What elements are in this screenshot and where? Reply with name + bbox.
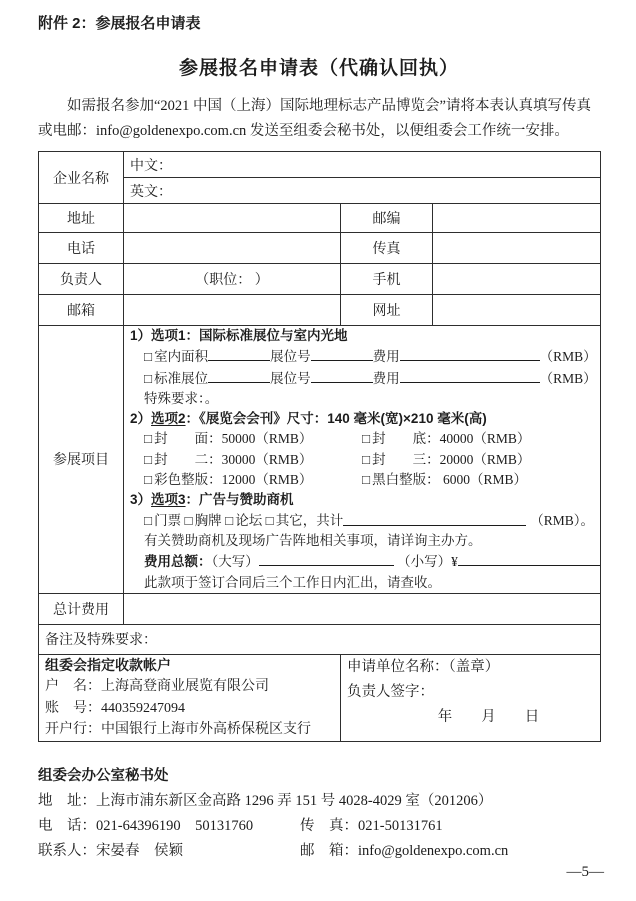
checkbox-cover-three-icon[interactable]: □ bbox=[362, 451, 371, 467]
english-label: 英文： bbox=[130, 184, 172, 200]
option3-checkbox-line bbox=[130, 511, 594, 531]
secretariat-heading: 组委会办公室秘书处 bbox=[38, 767, 169, 784]
xiaoxie-label: （小写）¥ bbox=[397, 554, 458, 570]
secretariat-fax: 传 真：021-50131761 bbox=[300, 817, 443, 834]
position-placeholder: （职位： ） bbox=[195, 273, 269, 288]
standard-booth-label: 标准展位 bbox=[154, 370, 209, 386]
postcode-field[interactable] bbox=[433, 204, 601, 233]
remarks-label: 备注及特殊要求： bbox=[45, 633, 157, 649]
company-name-label: 企业名称 bbox=[39, 152, 124, 204]
checkbox-standard-booth-icon[interactable]: □ bbox=[144, 370, 153, 386]
attachment-title: 附件 2：参展报名申请表 bbox=[38, 15, 201, 32]
fax-label: 传真 bbox=[341, 233, 433, 264]
bank-account-cell bbox=[39, 654, 341, 741]
sponsor-rmb-label: （RMB）。 bbox=[530, 512, 595, 528]
indoor-fee-blank[interactable] bbox=[400, 346, 540, 361]
checkbox-indoor-area-icon[interactable]: □ bbox=[144, 349, 153, 365]
intro-paragraph: 如需报名参加“2021 中国（上海）国际地理标志产品博览会”请将本表认真填写传真或电邮：info@goldenexpo.com.cn 发送至组委会秘书处，以便组委会工作统一安排。 bbox=[38, 98, 591, 139]
mobile-field[interactable] bbox=[433, 264, 601, 295]
indoor-area-label: 室内面积 bbox=[154, 349, 209, 365]
exhibition-items-label: 参展项目 bbox=[39, 326, 124, 594]
remarks-field[interactable] bbox=[39, 624, 601, 654]
postcode-label: 邮编 bbox=[341, 204, 433, 233]
payment-note-line: 此款项于签订合同后三个工作日内汇出，请查收。 bbox=[144, 574, 441, 590]
checkbox-badge-icon[interactable]: □ bbox=[184, 512, 193, 528]
sponsor-item: □ 论坛 bbox=[225, 512, 263, 528]
secretariat-phone: 电 话：021-64396190 50131760 bbox=[38, 817, 254, 834]
journal-item: □ 封 二：30000（RMB） bbox=[144, 451, 313, 467]
journal-row-3 bbox=[130, 470, 594, 490]
checkbox-bw-page-icon[interactable]: □ bbox=[362, 472, 371, 488]
bank-account-heading: 组委会指定收款帐户 bbox=[45, 656, 171, 673]
secretariat-email: 邮 箱：info@goldenexpo.com.cn bbox=[300, 842, 509, 859]
chinese-label: 中文： bbox=[130, 158, 172, 174]
journal-row-1 bbox=[130, 429, 594, 449]
applicant-unit-label[interactable]: 申请单位名称：（盖章） bbox=[347, 658, 500, 675]
main-title: 参展报名申请表（代确认回执） bbox=[178, 58, 459, 79]
booth-no-label-2: 展位号 bbox=[270, 370, 311, 386]
standard-booth-no-blank[interactable] bbox=[311, 368, 373, 383]
manager-label: 负责人 bbox=[39, 264, 124, 295]
checkbox-cover-two-icon[interactable]: □ bbox=[144, 451, 153, 467]
amount-words-blank[interactable] bbox=[259, 551, 394, 566]
applicant-signature-label[interactable]: 负责人签字： bbox=[347, 683, 434, 700]
bank-account-name: 户 名：上海高登商业展览有限公司 bbox=[45, 679, 269, 695]
bank-branch: 开户行：中国银行上海市外高桥保税区支行 bbox=[45, 722, 311, 738]
address-field[interactable] bbox=[124, 204, 341, 233]
journal-item: □ 封 面：50000（RMB） bbox=[144, 431, 313, 447]
footer-contact-block bbox=[38, 764, 600, 864]
sponsor-item: □ 胸牌 bbox=[184, 512, 222, 528]
rmb-label: （RMB） bbox=[539, 349, 597, 365]
email-label: 邮箱 bbox=[39, 295, 124, 326]
phone-field[interactable] bbox=[124, 233, 341, 264]
mobile-label: 手机 bbox=[341, 264, 433, 295]
website-label: 网址 bbox=[341, 295, 433, 326]
page-number: —5— bbox=[566, 864, 604, 880]
amount-figures-blank[interactable] bbox=[458, 551, 601, 566]
company-name-english-field[interactable] bbox=[124, 178, 601, 204]
checkbox-ticket-icon[interactable]: □ bbox=[144, 512, 153, 528]
website-field[interactable] bbox=[433, 295, 601, 326]
total-fee-label: 总计费用 bbox=[39, 593, 124, 624]
indoor-booth-no-blank[interactable] bbox=[311, 346, 373, 361]
checkbox-forum-icon[interactable]: □ bbox=[225, 512, 234, 528]
checkbox-color-page-icon[interactable]: □ bbox=[144, 472, 153, 488]
journal-item: □ 彩色整版：12000（RMB） bbox=[144, 472, 313, 488]
total-amount-line bbox=[130, 551, 594, 572]
company-name-chinese-field[interactable] bbox=[124, 152, 601, 178]
standard-fee-blank[interactable] bbox=[400, 368, 540, 383]
applicant-cell bbox=[341, 654, 601, 741]
sponsor-item: □ 门票 bbox=[144, 512, 182, 528]
sponsor-total-blank[interactable] bbox=[343, 511, 526, 526]
option1-standard-row bbox=[130, 368, 597, 389]
sponsor-note-line: 有关赞助商机及现场广告阵地相关事项，请详询主办方。 bbox=[144, 532, 482, 548]
bank-account-number: 账 号：440359247094 bbox=[45, 700, 185, 716]
total-fee-field[interactable] bbox=[124, 593, 601, 624]
exhibition-items-cell bbox=[124, 326, 601, 594]
checkbox-cover-back-icon[interactable]: □ bbox=[362, 431, 371, 447]
booth-no-label: 展位号 bbox=[270, 349, 311, 365]
checkbox-cover-front-icon[interactable]: □ bbox=[144, 431, 153, 447]
option3-heading: 3）选项3：广告与赞助商机 bbox=[130, 492, 294, 508]
special-requirements-line[interactable]: 特殊要求：。 bbox=[144, 390, 219, 406]
secretariat-contacts: 联系人：宋晏春 侯颖 bbox=[38, 842, 183, 859]
option1-indoor-row bbox=[130, 346, 597, 367]
option2-heading: 2）选项2：《展览会会刊》尺寸：140 毫米(宽)×210 毫米(高) bbox=[130, 411, 487, 427]
sponsor-item: □ 其它，共计 bbox=[265, 512, 344, 528]
secretariat-address-line bbox=[38, 789, 600, 814]
manager-field[interactable] bbox=[124, 264, 341, 295]
address-label: 地址 bbox=[39, 204, 124, 233]
secretariat-contacts-line bbox=[38, 839, 600, 864]
standard-booth-blank[interactable] bbox=[208, 368, 270, 383]
applicant-date-line[interactable]: 年 月 日 bbox=[437, 708, 540, 725]
fee-label: 费用 bbox=[372, 349, 400, 365]
document-page bbox=[38, 0, 600, 864]
fee-label-2: 费用 bbox=[372, 370, 400, 386]
journal-item: □ 封 底：40000（RMB） bbox=[362, 431, 531, 447]
fax-field[interactable] bbox=[433, 233, 601, 264]
email-field[interactable] bbox=[124, 295, 341, 326]
secretariat-phone-line bbox=[38, 814, 600, 839]
daxie-label: （大写） bbox=[211, 554, 259, 570]
journal-item: □ 黑白整版： 6000（RMB） bbox=[362, 472, 528, 488]
journal-item: □ 封 三：20000（RMB） bbox=[362, 451, 531, 467]
option1-heading: 1）选项1：国际标准展位与室内光地 bbox=[130, 328, 348, 343]
journal-row-2 bbox=[130, 450, 594, 470]
phone-label: 电话 bbox=[39, 233, 124, 264]
rmb-label-2: （RMB） bbox=[539, 370, 597, 386]
checkbox-other-icon[interactable]: □ bbox=[265, 512, 274, 528]
indoor-area-blank[interactable] bbox=[208, 346, 270, 361]
application-form-table bbox=[38, 151, 601, 742]
total-amount-label: 费用总额： bbox=[144, 554, 212, 570]
secretariat-address: 地 址：上海市浦东新区金高路 1296 弄 151 号 4028-4029 室（201206） bbox=[38, 792, 493, 809]
